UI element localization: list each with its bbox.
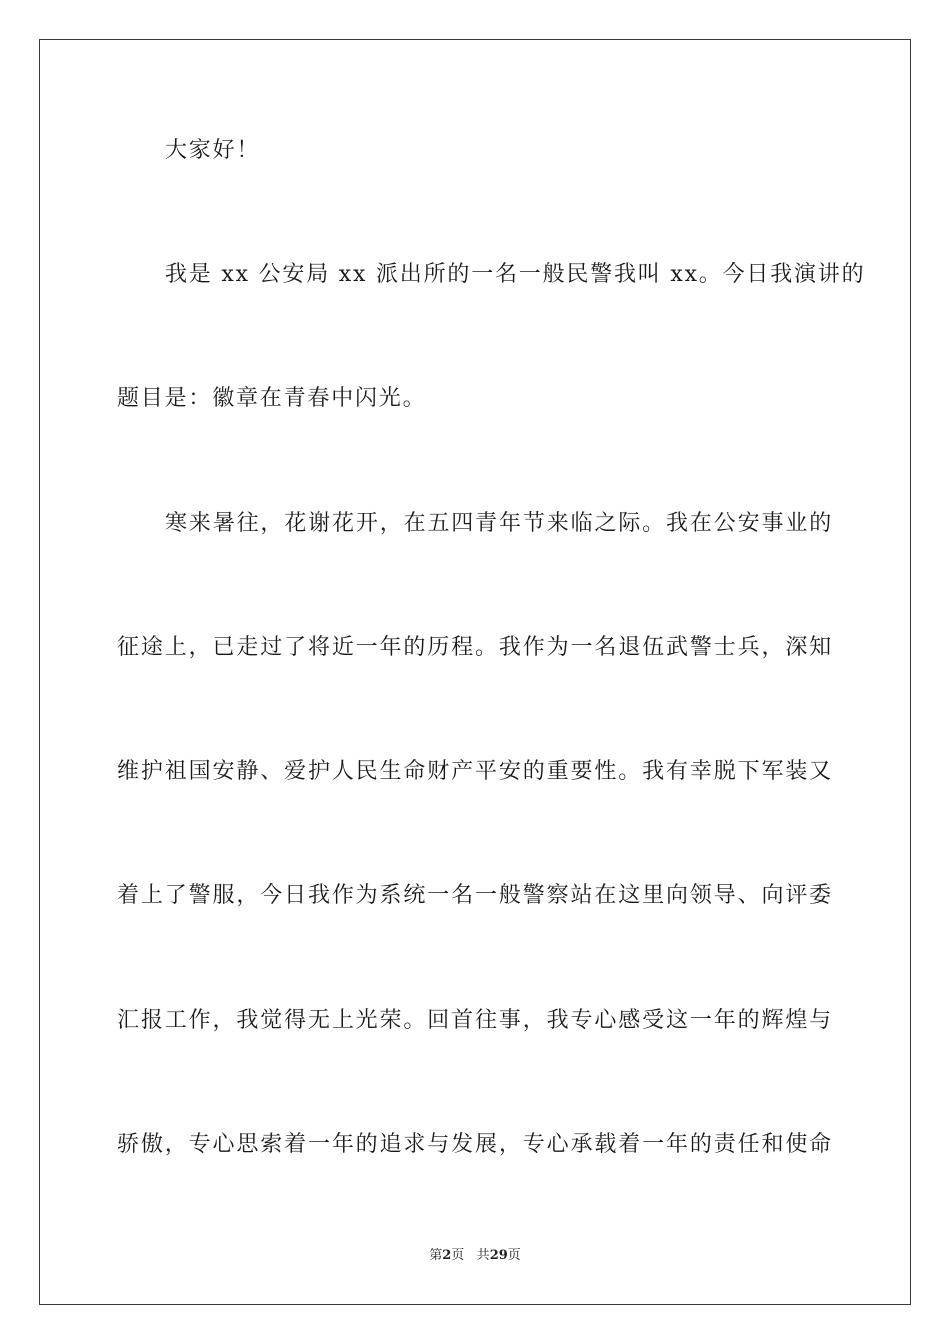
paragraph-2-line-4: 着上了警服，今日我作为系统一名一般警察站在这里向领导、向评委 [117,883,833,908]
paragraph-1-line-1: 我是 xx 公安局 xx 派出所的一名一般民警我叫 xx。今日我演讲的 [165,262,866,287]
greeting-line: 大家好！ [165,138,261,163]
paragraph-2-line-6: 骄傲，专心思索着一年的追求与发展，专心承载着一年的责任和使命 [117,1132,833,1157]
page-footer [0,1247,950,1265]
footer-total-pages: 29 [489,1248,508,1263]
footer-total-suffix: 页 [507,1248,521,1263]
footer-page-prefix: 第 [429,1248,443,1263]
paragraph-2-line-5: 汇报工作，我觉得无上光荣。回首往事，我专心感受这一年的辉煌与 [117,1008,833,1033]
paragraph-2-line-1: 寒来暑往，花谢花开，在五四青年节来临之际。我在公安事业的 [165,511,833,536]
footer-page-suffix: 页 [451,1248,465,1263]
paragraph-2-line-3: 维护祖国安静、爱护人民生命财产平安的重要性。我有幸脱下军装又 [117,759,833,784]
page-border [39,39,911,1305]
paragraph-2-line-2: 征途上，已走过了将近一年的历程。我作为一名退伍武警士兵，深知 [117,635,833,660]
paragraph-1-line-2: 题目是：徽章在青春中闪光。 [117,386,427,411]
footer-total-prefix: 共 [476,1248,490,1263]
footer-page-number: 2 [442,1248,452,1263]
